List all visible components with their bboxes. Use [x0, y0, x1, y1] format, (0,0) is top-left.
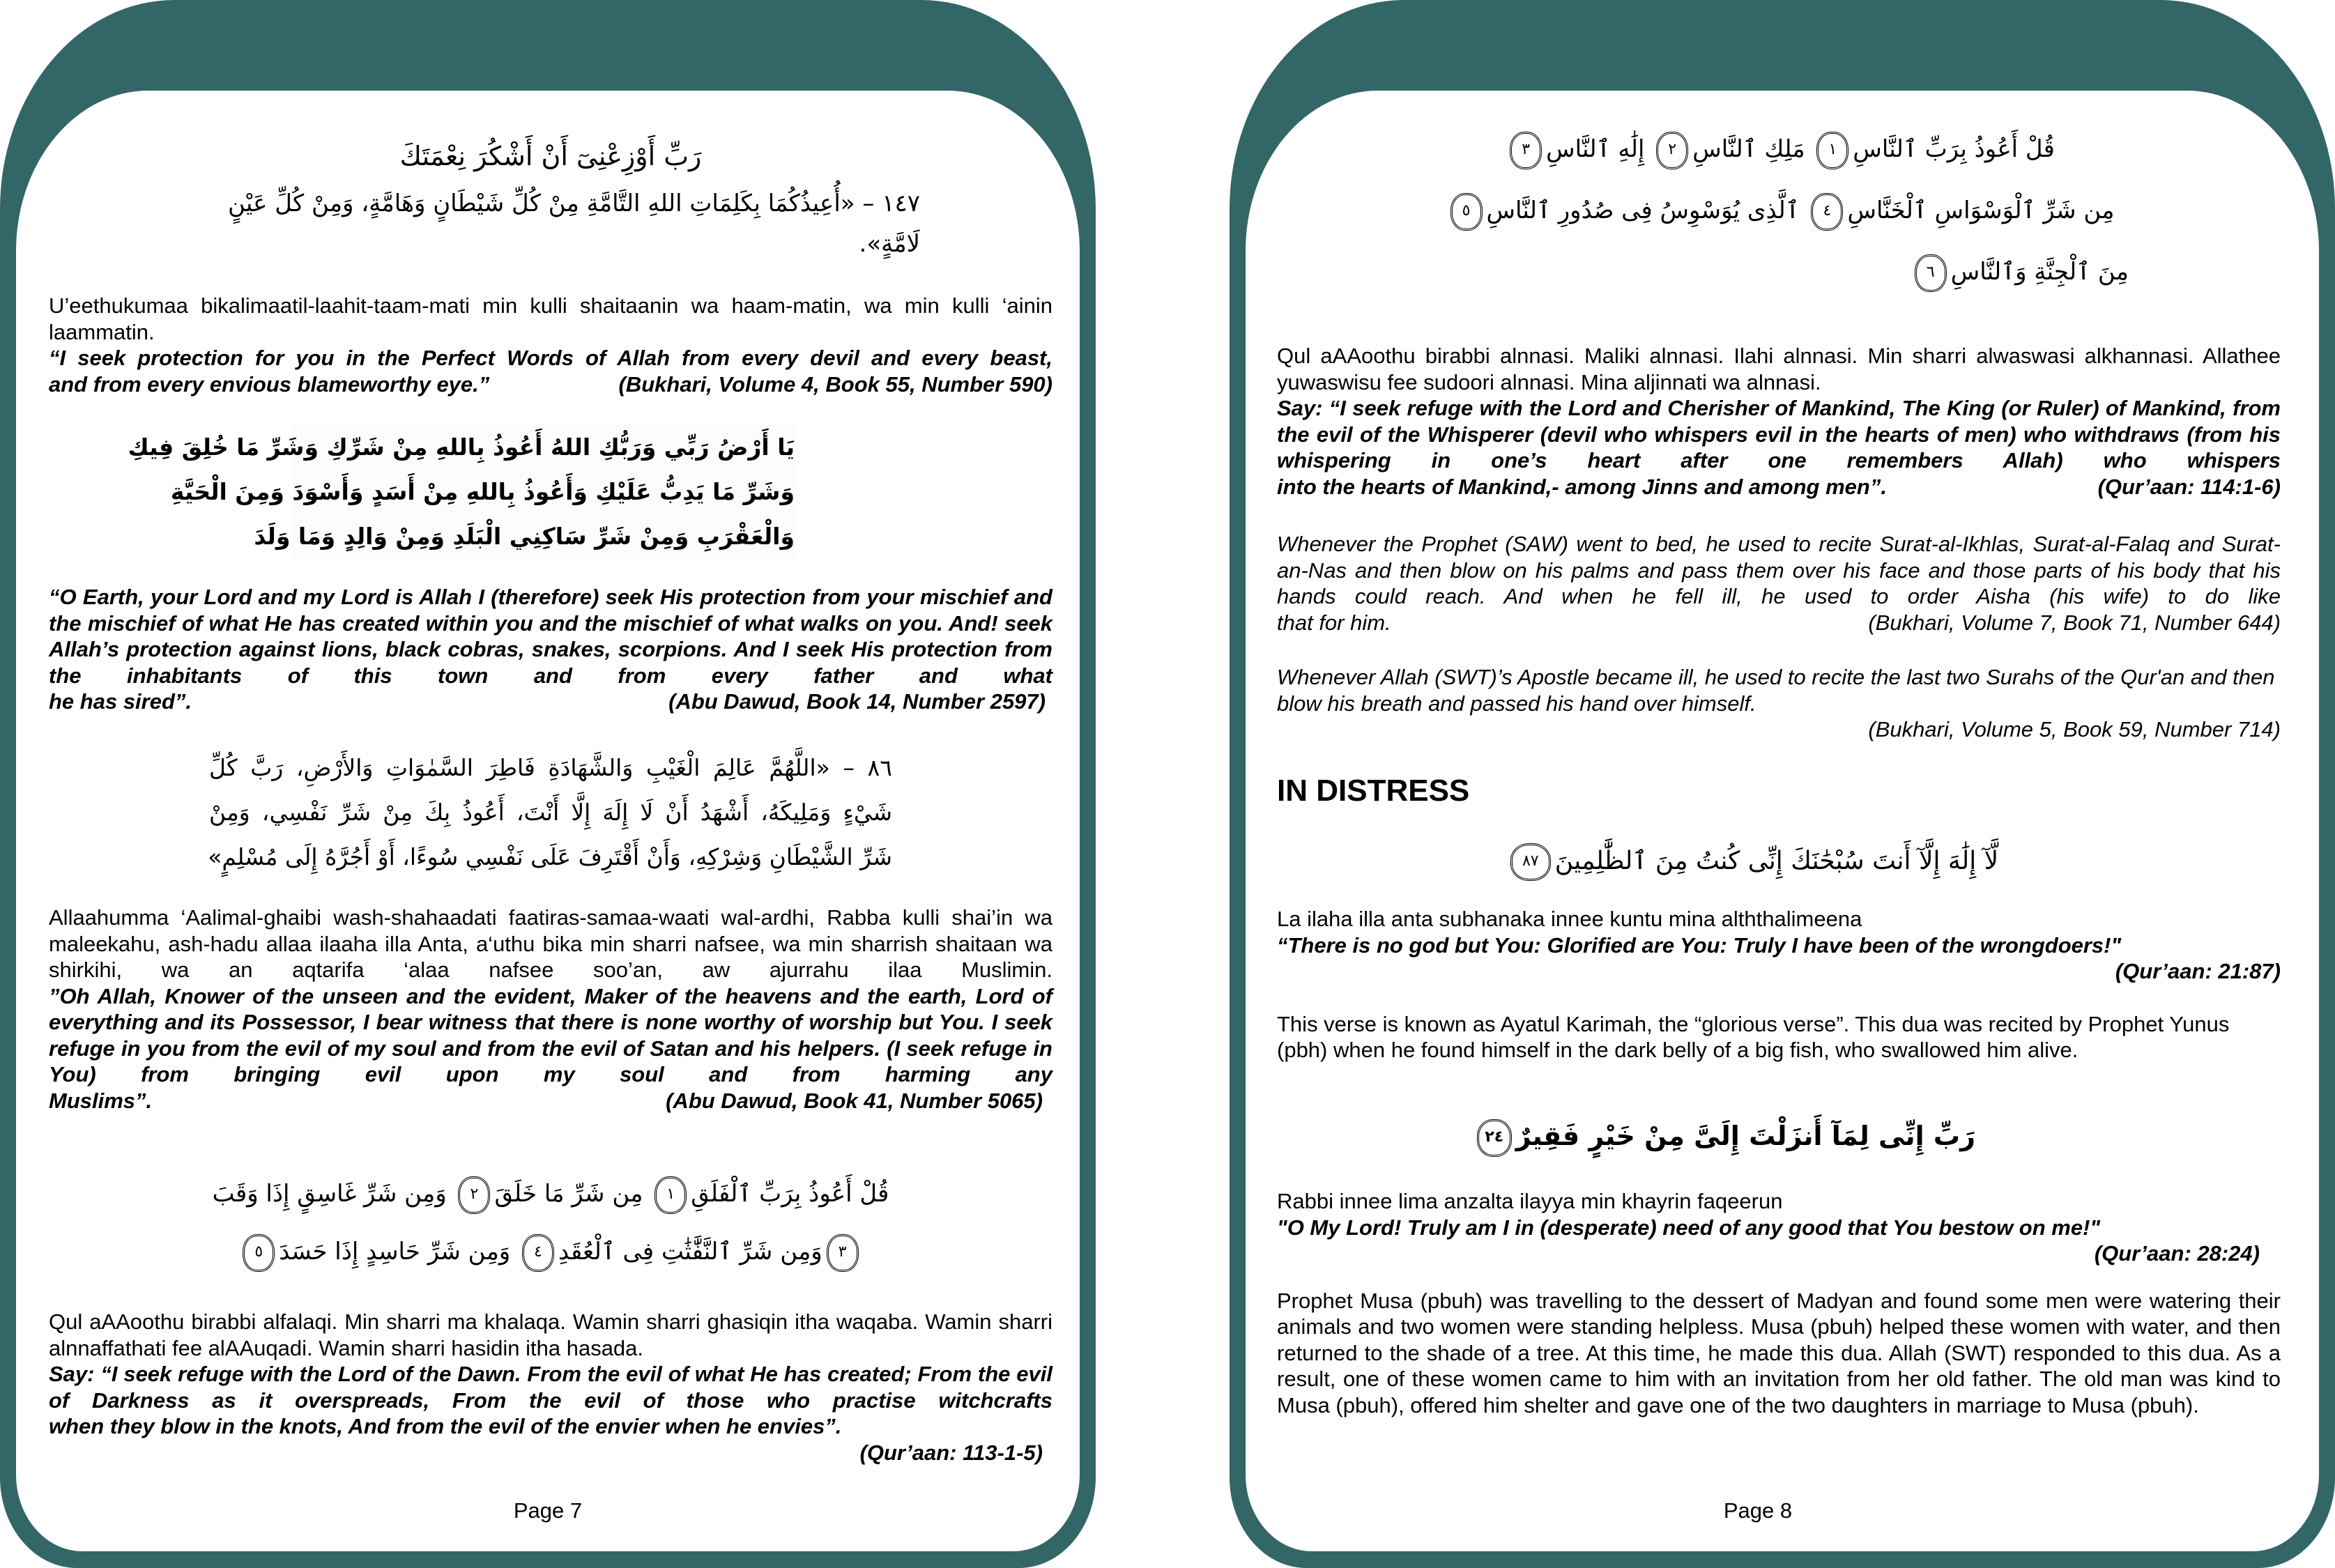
transliteration: Rabbi innee lima anzalta ilayya min khayrin faqeerun — [1277, 1189, 1783, 1213]
explanation: Prophet Musa (pbuh) was travelling to the dessert of Madyan and found some men were watering their animals and two women were standing helpless. Musa (pbuh) helped these women with water, and then returned to the shade of a tree. At this time, he made this dua. Allah (SWT) responded to this dua. As a result, one of these women came to him with an invitation from her old father. The old man was kind to Musa (pbuh), offered him shelter and gave one of the two daughters in marriage to Musa (pbuh). — [1277, 1288, 2281, 1417]
page-number: Page 8 — [1723, 1498, 1793, 1523]
page-7 — [0, 0, 1096, 1568]
arabic-heading: رَبِّ أَوْزِعْنِىٓ أَنْ أَشْكُرَ نِعْمَتَكَ — [399, 141, 702, 171]
ayah-number-marker: ٢ — [1656, 132, 1688, 169]
translation: “There is no god but You: Glorified are You: Truly I have been of the wrongdoers!" — [1277, 932, 2122, 958]
arabic-line — [209, 1160, 892, 1227]
arabic-line: وَالْعَقْرَبِ وَمِنْ شَرِّ سَاكِنِي الْبَلَدِ وَمِنْ وَالِدٍ وَمَا وَلَدَ — [254, 523, 795, 550]
translation: “I seek protection for you in the Perfect Words of Allah from every devil and every beast, — [49, 346, 1052, 370]
arabic-surah-falaq — [209, 1160, 892, 1276]
dua-86-text — [49, 905, 1052, 1114]
ayah-number-marker: ٤ — [1811, 193, 1843, 231]
arabic-line: ١٤٧ – «أُعِيذُكُمَا بِكَلِمَاتِ اللهِ التَّامَّةِ مِنْ كُلِّ شَيْطَانٍ وَهَامَّةٍ، وَمِنْ كُلِّ عَيْنٍ — [227, 190, 920, 217]
page-8 — [1230, 0, 2335, 1568]
ayah-number-marker: ٥ — [1450, 193, 1483, 231]
ayah-text: وَمِن شَرِّ حَاسِدٍ إِذَا حَسَدَ — [279, 1238, 511, 1266]
arabic-line — [209, 1227, 892, 1276]
arabic-line: يَا أَرْضُ رَبِّي وَرَبُّكِ اللهُ أَعُوذُ بِاللهِ مِنْ شَرِّكِ وَشَرِّ مَا خُلِقَ فِيكِ — [128, 433, 795, 461]
note-text: Whenever Allah (SWT)’s Apostle became ill, he used to recite the last two Surahs of the Qur'an and then blow his breath and passed his hand over himself. — [1277, 665, 2275, 716]
translation: ”Oh Allah, Knower of the unseen and the evident, Maker of the heavens and the earth, Lord of everything and its Possessor, I bear witness that there is none worthy of worship but You. I seek refuge in you from the evil of my soul and from the evil of Satan and his helpers. (I seek refuge in You) from bringing evil upon my soul and from harming any — [49, 983, 1052, 1086]
transliteration: Qul aAAoothu birabbi alnnasi. Maliki alnnasi. Ilahi alnnasi. Min sharri alwaswasi alkhannasi. Allathee yuwaswisu fee sudoori alnnasi. Mina aljinnati wa alnnasi. — [1277, 344, 2281, 394]
arabic-line: وَشَرِّ مَا يَدِبُّ عَلَيْكِ وَأَعُوذُ بِاللهِ مِنْ أَسَدٍ وَأَسْوَدَ وَمِنَ الْحَيَّةِ — [170, 478, 795, 505]
ayah-number-marker: ٣ — [827, 1234, 859, 1272]
reference: (Qur’aan: 113-1-5) — [859, 1440, 1043, 1465]
arabic-dua-earth — [128, 425, 795, 559]
dua-yunus-text — [1277, 906, 2281, 1063]
translation-end: he has sired”. — [49, 689, 192, 714]
arabic-line — [1432, 180, 2129, 241]
reference: (Bukhari, Volume 7, Book 71, Number 644) — [1868, 610, 2281, 635]
ayah-number-marker: ٥ — [243, 1234, 275, 1272]
reference: (Qur’aan: 114:1-6) — [2097, 474, 2281, 499]
arabic-line: لَامَّةٍ». — [859, 230, 920, 258]
transliteration: Qul aAAoothu birabbi alfalaqi. Min sharri ma khalaqa. Wamin sharri ghasiqin itha waqaba. Wamin sharri alnnaffathati fee alAAuqadi. Wamin sharri hasidin itha hasada. — [49, 1309, 1052, 1360]
arabic-line — [1432, 118, 2129, 180]
ayah-text: إِلَٰهِ ٱلنَّاسِ — [1546, 135, 1645, 163]
arabic-heading-block — [49, 125, 1052, 187]
arabic-dua-86 — [209, 746, 892, 879]
translation: Say: “I seek refuge with the Lord of the Dawn. From the evil of what He has created; From the evil of Darkness as it overspreads, From the evil of those who practise witchcrafts — [49, 1362, 1052, 1413]
explanation: This verse is known as Ayatul Karimah, the “glorious verse”. This dua was recited by Prophet Yunus (pbh) when he found himself in the dark belly of a big fish, who swallowed him alive. — [1277, 1011, 2230, 1062]
arabic-line — [1439, 833, 2066, 889]
translation-end: and from every envious blameworthy eye.” — [49, 371, 490, 397]
arabic-line — [1485, 1101, 1975, 1171]
translation-end: when they blow in the knots, And from the evil of the envier when he envies”. — [49, 1414, 842, 1438]
dua-earth-text — [49, 584, 1052, 715]
ayah-text: قُلْ أَعُوذُ بِرَبِّ ٱلْفَلَقِ — [691, 1180, 889, 1208]
dua-musa-text — [1277, 1188, 2281, 1418]
ayah-text: رَبِّ إِنِّى لِمَآ أَنزَلْتَ إِلَىَّ مِنْ خَيْرٍ فَقِيرٌ — [1515, 1121, 1975, 1151]
dua-147-text — [49, 293, 1052, 397]
arabic-ayah-21-87 — [1439, 833, 2066, 889]
reference: (Qur’aan: 28:24) — [2094, 1241, 2260, 1266]
ayah-number-marker: ٦ — [1915, 254, 1947, 292]
ayah-number-marker: ٣ — [1510, 132, 1542, 169]
ayah-text: مِن شَرِّ مَا خَلَقَ — [494, 1180, 643, 1208]
transliteration: Allaahumma ‘Aalimal-ghaibi wash-shahaadati faatiras-samaa-waati wal-ardhi, Rabba kulli shai’in wa maleekahu, ash-hadu allaa ilaaha illa Anta, a‘uthu bika min sharri nafsee, wa min sharrish shaitaan wa shirkihi, wa an aqtarifa ‘alaa nafsee soo’an, aw ajurrahu ilaa Muslimin. — [49, 905, 1052, 982]
ayah-text: مِنَ ٱلْجِنَّةِ وَٱلنَّاسِ — [1950, 258, 2129, 286]
ayah-number-marker: ١ — [654, 1176, 687, 1214]
reference: (Bukhari, Volume 5, Book 59, Number 714) — [1868, 717, 2281, 741]
translation: “O Earth, your Lord and my Lord is Allah I (therefore) seek His protection from your mischief and the mischief of what He has created within you and the mischief of what walks on you. And! seek Allah’s protection against lions, black cobras, snakes, scorpions. And I seek His protection from the inhabitants of this town and from every father and what — [49, 585, 1052, 688]
transliteration: U’eethukumaa bikalimaatil-laahit-taam-mati min kulli shaitaanin wa haam-matin, wa min kulli ‘ainin laammatin. — [49, 293, 1052, 344]
reference: (Abu Dawud, Book 14, Number 2597) — [668, 689, 1046, 714]
note-illness — [1277, 664, 2281, 743]
ayah-text: ٱلَّذِى يُوَسْوِسُ فِى صُدُورِ ٱلنَّاسِ — [1486, 197, 1800, 224]
ayah-text: وَمِن شَرِّ ٱلنَّفَّٰثَٰتِ فِى ٱلْعُقَدِ — [558, 1238, 822, 1266]
section-heading: IN DISTRESS — [1277, 774, 1470, 808]
translation: "O My Lord! Truly am I in (desperate) need of any good that You bestow on me!" — [1277, 1215, 2101, 1240]
arabic-surah-nas — [1432, 118, 2129, 302]
transliteration: La ilaha illa anta subhanaka innee kuntu mina alththalimeena — [1277, 907, 1862, 931]
ayah-text: قُلْ أَعُوذُ بِرَبِّ ٱلنَّاسِ — [1853, 135, 2055, 163]
translation-end: Muslims”. — [49, 1088, 153, 1113]
ayah-text: مَلِكِ ٱلنَّاسِ — [1692, 135, 1805, 163]
surah-falaq-text — [49, 1309, 1052, 1466]
ayah-number-marker: ٢٤ — [1477, 1119, 1512, 1157]
surah-nas-text — [1277, 343, 2281, 500]
arabic-ayah-28-24 — [1485, 1101, 1975, 1171]
ayah-text: مِن شَرِّ ٱلْوَسْوَاسِ ٱلْخَنَّاسِ — [1847, 197, 2115, 224]
note-bedtime — [1277, 531, 2281, 636]
translation-end: into the hearts of Mankind,- among Jinns and among men”. — [1277, 474, 1887, 499]
reference: (Qur’aan: 21:87) — [2115, 959, 2281, 983]
ayah-number-marker: ٤ — [522, 1234, 554, 1272]
arabic-line: شَرِّ الشَّيْطَانِ وَشِرْكِهِ، وَأَنْ أَقْتَرِفَ عَلَى نَفْسِي سُوءًا، أَوْ أَجُرَّهُ إِلَى مُسْلِمٍ» — [208, 843, 892, 870]
arabic-line: شَيْءٍ وَمَلِيكَهُ، أَشْهَدُ أَنْ لَا إِلَهَ إِلَّا أَنْتَ، أَعُوذُ بِكَ مِنْ شَرِّ نَفْسِي، وَمِنْ — [209, 799, 892, 826]
note-text-end: that for him. — [1277, 610, 1391, 635]
ayah-number-marker: ٨٧ — [1510, 843, 1551, 881]
reference: (Abu Dawud, Book 41, Number 5065) — [666, 1088, 1043, 1113]
ayah-number-marker: ٢ — [458, 1176, 490, 1214]
page-number: Page 7 — [513, 1498, 583, 1523]
arabic-line — [1432, 241, 2129, 302]
translation: Say: “I seek refuge with the Lord and Cherisher of Mankind, The King (or Ruler) of Mankind, from the evil of the Whisperer (devil who whispers evil in the hearts of men) who withdraws (from his whispering in one’s heart after one remembers Allah) who whispers — [1277, 396, 2281, 472]
ayah-text: وَمِن شَرِّ غَاسِقٍ إِذَا وَقَبَ — [212, 1180, 447, 1208]
arabic-line: ٨٦ – «اللَّهُمَّ عَالِمَ الْغَيْبِ وَالشَّهَادَةِ فَاطِرَ السَّمٰوَاتِ وَالأَرْضِ، رَبَّ كُلِّ — [209, 754, 892, 781]
ayah-number-marker: ١ — [1816, 132, 1848, 169]
ayah-text: لَّآ إِلَٰهَ إِلَّآ أَنتَ سُبْحَٰنَكَ إِنِّى كُنتُ مِنَ ٱلظَّٰلِمِينَ — [1554, 847, 1999, 875]
note-text: Whenever the Prophet (SAW) went to bed, he used to recite Surat-al-Ikhlas, Surat-al-Falaq and Surat-an-Nas and then blow on his palms and pass them over his face and those parts of his body that his hands could reach. And when he fell ill, he used to order Aisha (his wife) to do like — [1277, 532, 2281, 608]
reference: (Bukhari, Volume 4, Book 55, Number 590) — [618, 371, 1052, 397]
arabic-dua-147 — [195, 183, 920, 263]
